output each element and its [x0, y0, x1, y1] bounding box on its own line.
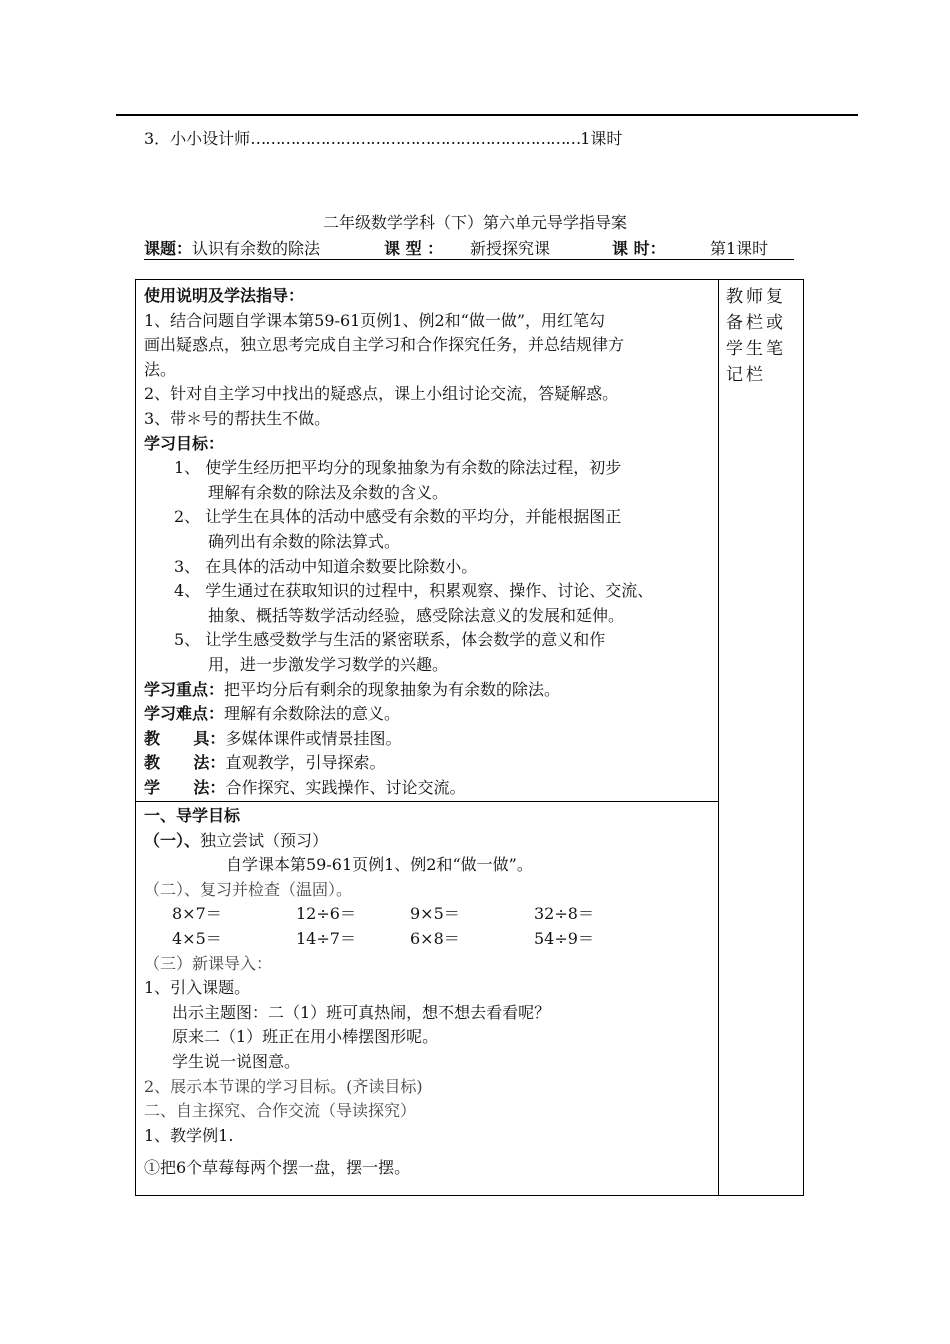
math-problem: 54÷9＝: [534, 928, 594, 948]
usage-item-3: 3、带＊号的帮扶生不做。: [144, 408, 331, 428]
part-1-text: 独立尝试（预习）: [200, 830, 329, 850]
part-3: （三）新课导入：: [144, 953, 273, 973]
example-1-task: ①把6个草莓每两个摆一盘，摆一摆。: [144, 1158, 411, 1178]
part-1-body: 自学课本第59-61页例1、例2和“做一做”。: [226, 855, 533, 875]
goal-1-cont: 理解有余数的除法及余数的含义。: [208, 482, 449, 502]
part-2: （二）、复习并检查（温固）。: [144, 879, 353, 899]
row-divider: [136, 801, 718, 802]
method-label: 教 法：: [144, 753, 226, 773]
topic-field: [144, 236, 320, 259]
usage-item-1-end: 法。: [144, 359, 177, 379]
toc-item: 3．小小设计师: [144, 129, 251, 148]
math-problem: 12÷6＝: [296, 904, 356, 924]
step-1-a: 出示主题图：二（1）班可真热闹，想不想去看看呢？: [172, 1002, 551, 1022]
study-label: 学 法：: [144, 777, 226, 797]
math-problem: 14÷7＝: [296, 928, 356, 948]
toc-dots: …………………………………………………………: [250, 129, 581, 148]
topic-value: 认识有余数的除法: [192, 239, 321, 258]
step-1-b: 原来二（1）班正在用小棒摆图形呢。: [172, 1027, 439, 1047]
header-rule: [116, 114, 858, 116]
key-point-label: 学习重点：: [144, 679, 225, 699]
math-row-1: [144, 902, 714, 927]
type-label: 课 型 ：: [384, 239, 444, 258]
tools-text: 多媒体课件或情景挂图。: [225, 728, 402, 748]
teaching-method: [144, 751, 714, 776]
step-1-c: 学生说一说图意。: [172, 1051, 301, 1071]
method-text: 直观教学，引导探索。: [225, 753, 386, 773]
guide-table: [135, 279, 804, 1196]
goal-1: 1、 使学生经历把平均分的现象抽象为有余数的除法过程，初步: [174, 458, 622, 478]
math-problem: 6×8＝: [410, 928, 460, 948]
guide-heading: 一、导学目标: [144, 806, 241, 825]
key-point: [144, 678, 714, 703]
difficulty-text: 理解有余数除法的意义。: [224, 704, 401, 724]
goal-5-cont: 用，进一步激发学习数学的兴趣。: [208, 654, 449, 674]
math-problem: 32÷8＝: [534, 904, 594, 924]
study-method: [144, 776, 714, 801]
lesson-info-line: [144, 236, 794, 260]
part-1: [144, 829, 714, 854]
goal-2: 2、 让学生在具体的活动中感受有余数的平均分，并能根据图正: [174, 507, 622, 527]
toc-hours: 1课时: [580, 129, 623, 148]
study-text: 合作探究、实践操作、讨论交流。: [225, 777, 466, 797]
step-1: 1、引入课题。: [144, 978, 251, 998]
usage-item-1: 1、结合问题自学课本第59-61页例1、例2和“做一做”，用红笔勾: [144, 310, 606, 330]
document-title: 二年级数学学科（下）第六单元导学指导案: [322, 213, 627, 232]
lesson-underline: [144, 259, 794, 260]
period-value: 第1课时: [710, 239, 769, 258]
goal-5: 5、 让学生感受数学与生活的紧密联系，体会数学的意义和作: [174, 630, 606, 650]
goals-heading: 学习目标：: [144, 433, 225, 453]
part-two-heading: 二、自主探究、合作交流（导读探究）: [144, 1101, 417, 1121]
difficulty: [144, 702, 714, 727]
math-problem: 8×7＝: [172, 904, 222, 924]
difficulty-label: 学习难点：: [144, 704, 225, 724]
usage-heading: 使用说明及学法指导：: [144, 286, 305, 305]
tools: [144, 727, 714, 752]
tools-label: 教 具：: [144, 728, 226, 748]
usage-item-2: 2、针对自主学习中找出的疑惑点，课上小组讨论交流，答疑解惑。: [144, 384, 619, 404]
topic-label: 课题：: [144, 239, 193, 258]
usage-and-goals-section: [144, 284, 714, 800]
goal-4-cont: 抽象、概括等数学活动经验，感受除法意义的发展和延伸。: [208, 605, 625, 625]
goal-2-cont: 确列出有余数的除法算式。: [208, 531, 401, 551]
type-value: 新授探究课: [470, 239, 551, 258]
column-divider: [718, 280, 719, 1195]
goal-4: 4、 学生通过在获取知识的过程中，积累观察、操作、讨论、交流、: [174, 581, 654, 601]
period-label: 课 时：: [612, 239, 666, 258]
toc-line: [144, 126, 622, 149]
math-row-2: [144, 927, 714, 952]
usage-item-1-cont: 画出疑惑点，独立思考完成自主学习和合作探究任务，并总结规律方: [144, 335, 625, 355]
example-1: 1、教学例1.: [144, 1125, 234, 1145]
step-2: 2、展示本节课的学习目标。(齐读目标): [144, 1076, 423, 1096]
side-note-column: 教师复备栏或学生笔记栏: [726, 287, 786, 385]
goal-3: 3、 在具体的活动中知道余数要比除数小。: [174, 556, 478, 576]
part-1-label: （一）、: [144, 830, 201, 850]
math-problem: 4×5＝: [172, 928, 222, 948]
key-point-text: 把平均分后有剩余的现象抽象为有余数的除法。: [224, 679, 561, 699]
math-problem: 9×5＝: [410, 904, 460, 924]
guide-section: [144, 804, 714, 1181]
